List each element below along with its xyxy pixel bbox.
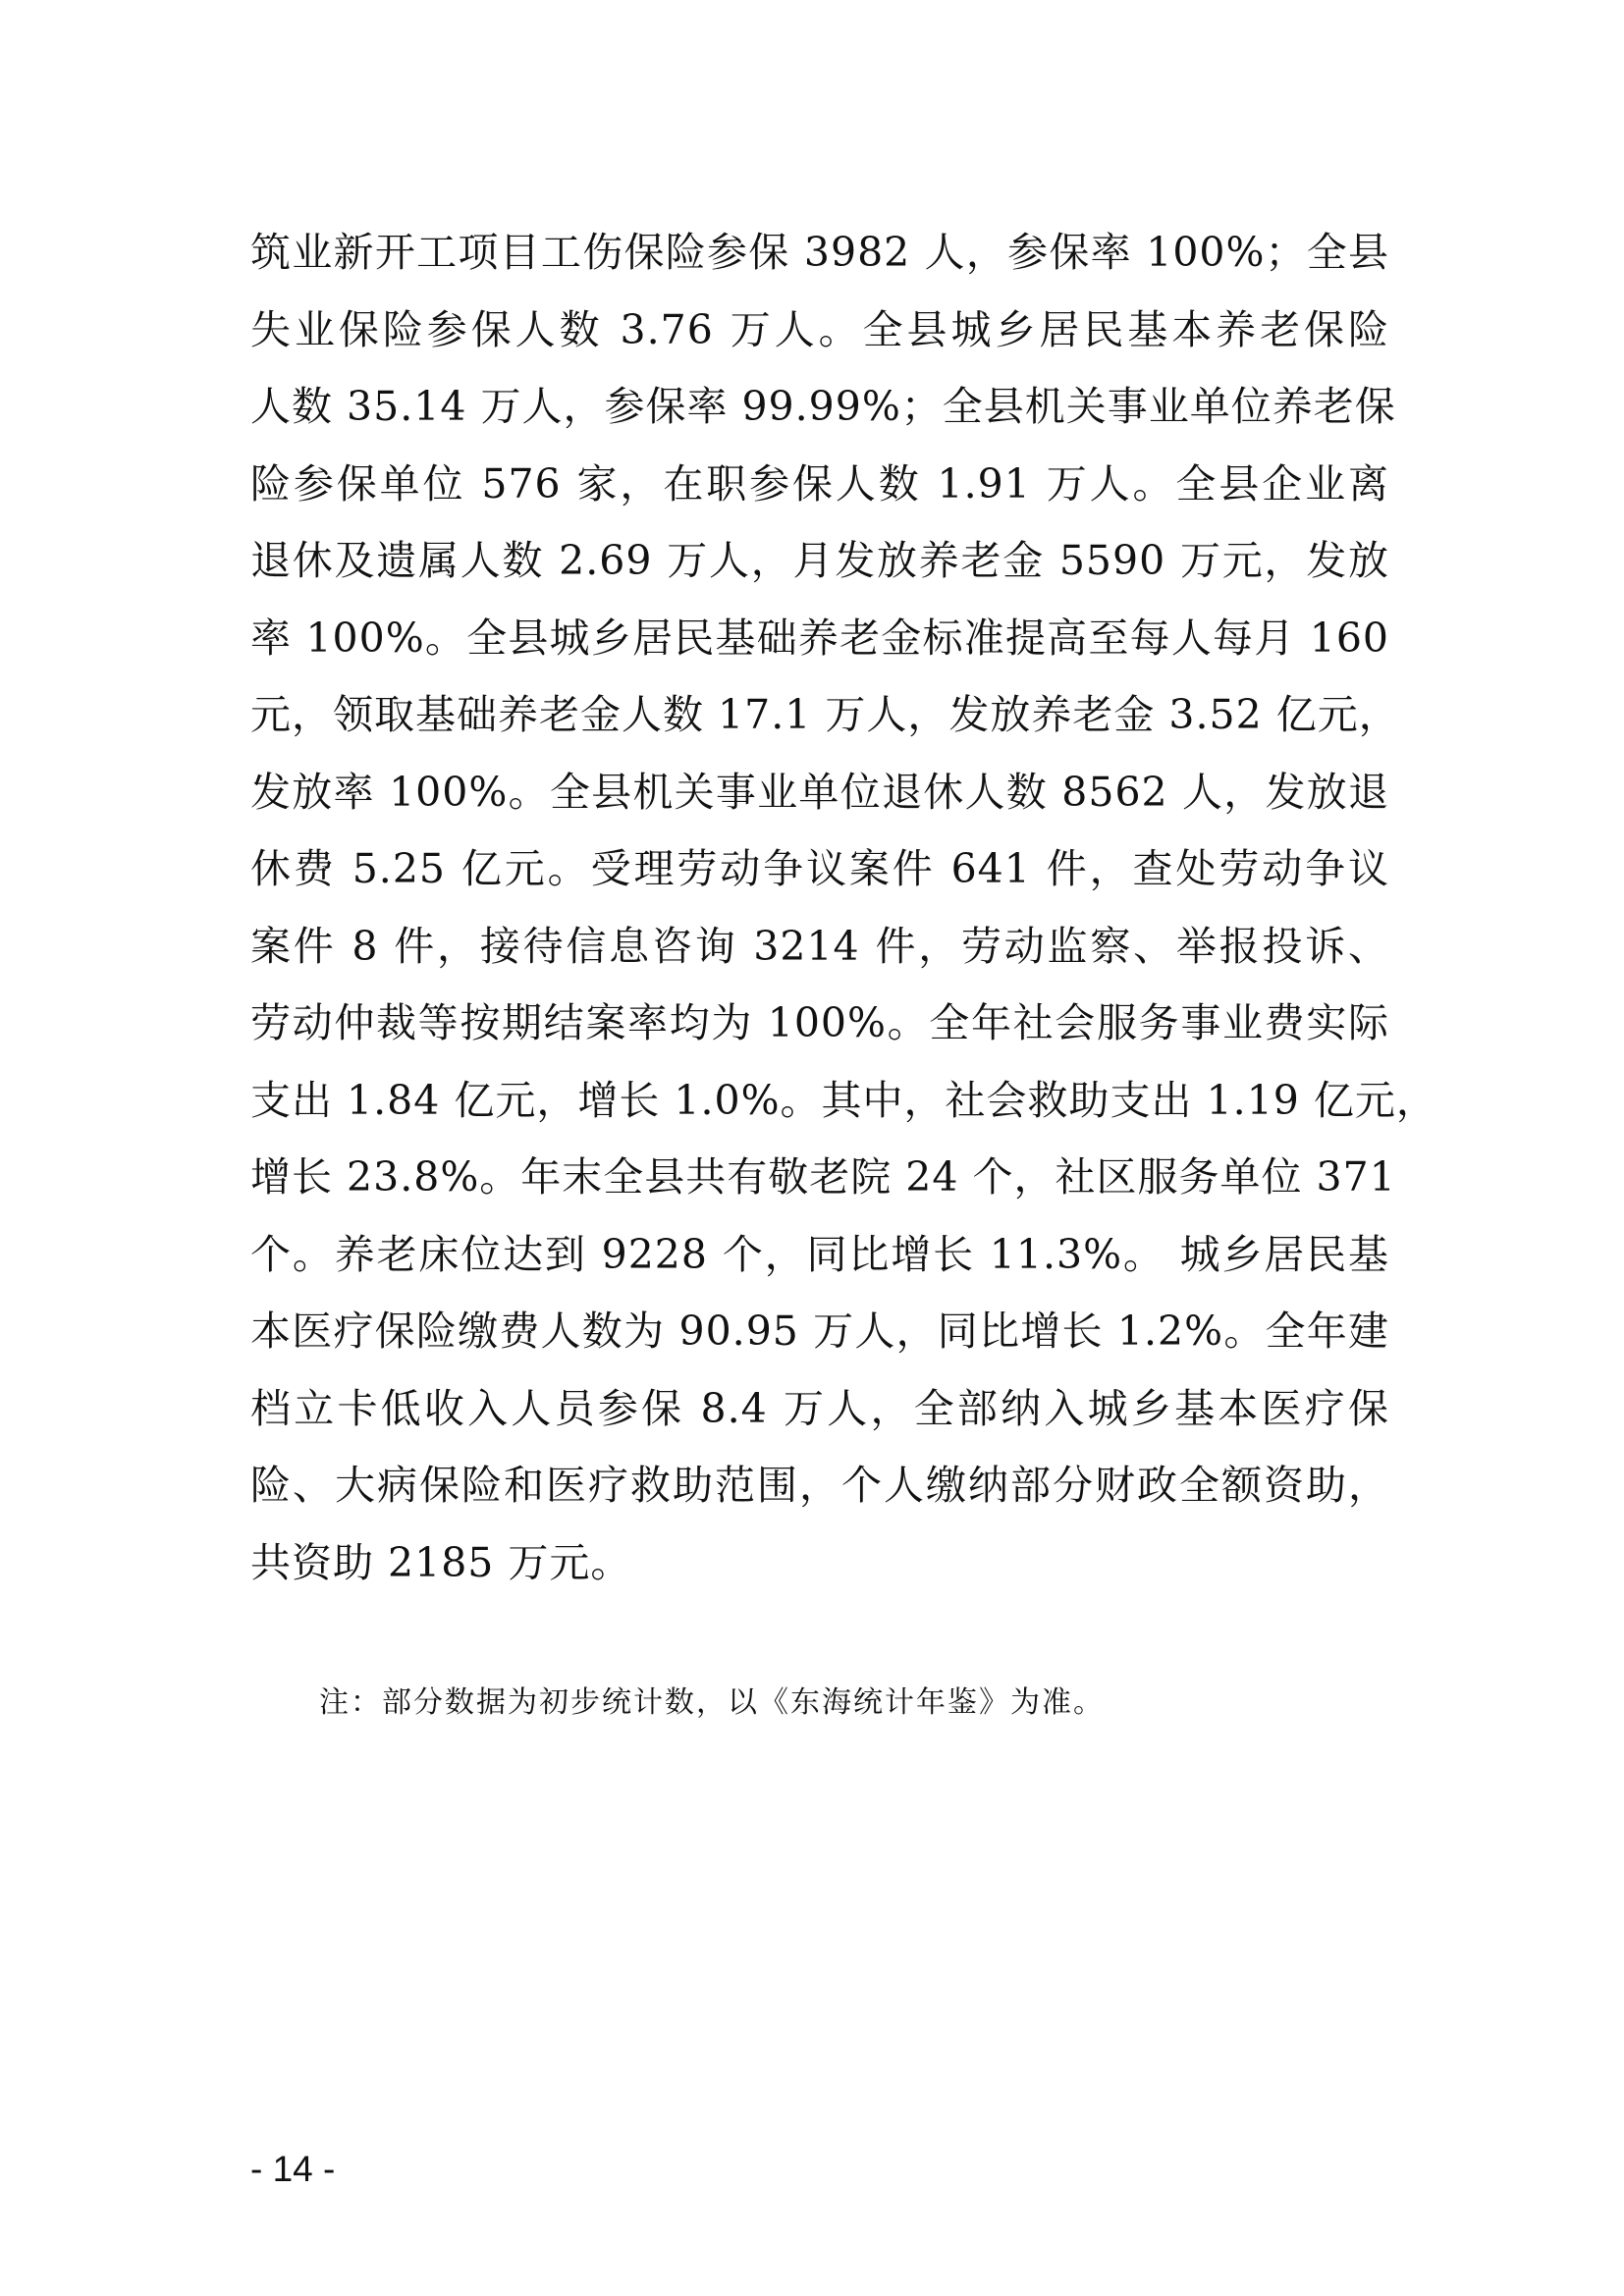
text-line: 支出 1.84 亿元，增长 1.0%。其中，社会救助支出 1.19 亿元， — [250, 1076, 1437, 1124]
footnote: 注：部分数据为初步统计数，以《东海统计年鉴》为准。 — [319, 1685, 1105, 1720]
text-line: 本医疗保险缴费人数为 90.95 万人，同比增长 1.2%。全年建 — [250, 1308, 1389, 1355]
text-line: 率 100%。全县城乡居民基础养老金标准提高至每人每月 160 — [250, 614, 1389, 662]
text-line: 失业保险参保人数 3.76 万人。全县城乡居民基本养老保险 — [250, 305, 1389, 353]
text-line: 个。养老床位达到 9228 个，同比增长 11.3%。 城乡居民基 — [250, 1230, 1389, 1278]
text-line: 筑业新开工项目工伤保险参保 3982 人，参保率 100%；全县 — [250, 229, 1389, 276]
text-line: 休费 5.25 亿元。受理劳动争议案件 641 件，查处劳动争议 — [250, 845, 1389, 892]
text-line: 退休及遗属人数 2.69 万人，月发放养老金 5590 万元，发放 — [250, 537, 1389, 584]
text-line: 险、大病保险和医疗救助范围，个人缴纳部分财政全额资助， — [250, 1462, 1389, 1509]
text-line: 档立卡低收入人员参保 8.4 万人，全部纳入城乡基本医疗保 — [250, 1384, 1389, 1432]
text-line: 元，领取基础养老金人数 17.1 万人，发放养老金 3.52 亿元， — [250, 691, 1400, 738]
body-paragraph — [250, 214, 1437, 1601]
text-line: 劳动仲裁等按期结案率均为 100%。全年社会服务事业费实际 — [250, 999, 1389, 1046]
text-line: 增长 23.8%。年末全县共有敬老院 24 个，社区服务单位 371 — [250, 1153, 1396, 1201]
text-line: 共资助 2185 万元。 — [250, 1538, 632, 1586]
text-line: 人数 35.14 万人，参保率 99.99%；全县机关事业单位养老保 — [250, 383, 1396, 430]
text-line: 发放率 100%。全县机关事业单位退休人数 8562 人，发放退 — [250, 768, 1389, 816]
text-line: 案件 8 件，接待信息咨询 3214 件，劳动监察、举报投诉、 — [250, 922, 1389, 970]
text-line: 险参保单位 576 家，在职参保人数 1.91 万人。全县企业离 — [250, 459, 1389, 507]
page-number: - 14 - — [250, 2149, 336, 2189]
